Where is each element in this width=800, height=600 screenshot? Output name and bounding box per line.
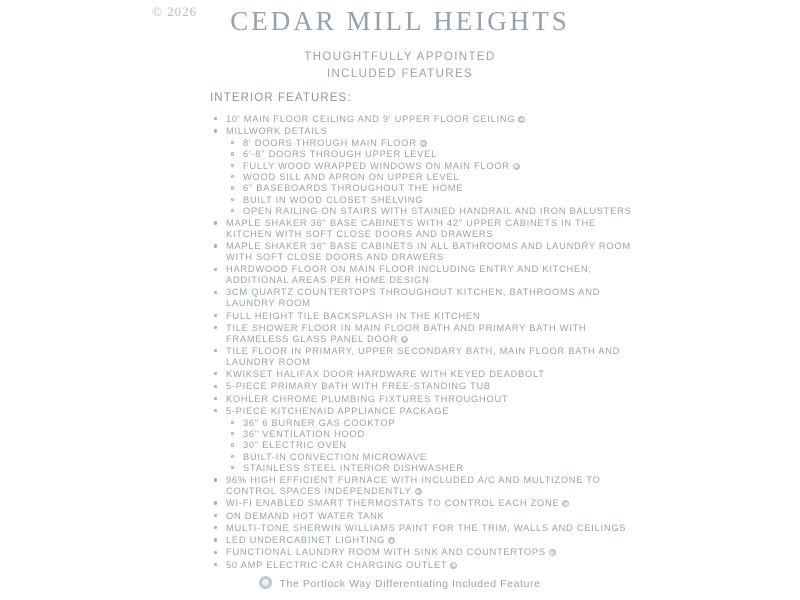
circle-bullet-icon [231,443,234,446]
feature-subitem [226,418,640,429]
feature-subitem-label: 6" BASEBOARDS THROUGHOUT THE HOME [243,183,464,194]
bullet-icon [214,349,217,352]
bullet-icon [214,538,217,541]
feature-item [210,381,640,392]
feature-label: MAPLE SHAKER 36" BASE CABINETS WITH 42" UPPER CABINETS IN THE KITCHEN WITH SOFT CLOSE DOORS AND DRAWERS [226,218,596,239]
bullet-icon [214,514,217,517]
feature-label: WI-FI ENABLED SMART THERMOSTATS TO CONTROL EACH ZONE [226,498,560,509]
feature-item [210,264,640,286]
circle-bullet-icon [231,175,234,178]
feature-label: FUNCTIONAL LAUNDRY ROOM WITH SINK AND COUNTERTOPS [226,547,546,558]
circle-bullet-icon [231,186,234,189]
feature-label: 50 AMP ELECTRIC CAR CHARGING OUTLET [226,559,448,570]
bullet-icon [214,526,217,529]
feature-subitem-label: BUILT-IN CONVECTION MICROWAVE [243,451,427,462]
feature-subitem-label: 6'-8" DOORS THROUGH UPPER LEVEL [243,149,437,160]
feature-subitem-label: OPEN RAILING ON STAIRS WITH STAINED HANDRAIL AND IRON BALUSTERS [243,205,632,216]
differentiating-feature-icon [562,500,569,507]
feature-item [210,311,640,322]
feature-label: MILLWORK DETAILS [226,126,328,137]
feature-label: TILE SHOWER FLOOR IN MAIN FLOOR BATH AND PRIMARY BATH WITH FRAMELESS GLASS PANEL DOOR [226,322,587,344]
bullet-icon [214,314,217,317]
feature-item [210,406,640,474]
feature-subitem [226,183,640,194]
feature-subitem [226,440,640,451]
differentiating-feature-icon [518,116,525,123]
feature-subitem [226,172,640,183]
bullet-icon [214,397,217,400]
bullet-icon [214,268,217,271]
feature-item [210,560,640,571]
bullet-icon [214,291,217,294]
feature-item [210,369,640,380]
features-list [210,114,640,571]
feature-label: 3CM QUARTZ COUNTERTOPS THROUGHOUT KITCHEN, BATHROOMS AND LAUNDRY ROOM [226,287,601,309]
feature-subitem-label: STAINLESS STEEL INTERIOR DISHWASHER [243,462,464,473]
bullet-icon [214,221,217,224]
differentiating-feature-icon [549,549,556,556]
bullet-icon [214,385,217,388]
bullet-icon [214,409,217,412]
feature-subitem [226,161,640,172]
feature-subitem [226,138,640,149]
circle-bullet-icon [231,421,234,424]
feature-subitem-label: WOOD SILL AND APRON ON UPPER LEVEL [243,171,460,182]
feature-label: MAPLE SHAKER 36" BASE CABINETS IN ALL BATHROOMS AND LAUNDRY ROOM WITH SOFT CLOSE DOORS AND DRAWERS [226,241,631,263]
feature-label: HARDWOOD FLOOR ON MAIN FLOOR INCLUDING ENTRY AND KITCHEN, ADDITIONAL AREAS PER HOME DESIGN [226,264,592,286]
feature-label: KWIKSET HALIFAX DOOR HARDWARE WITH KEYED DEADBOLT [226,369,545,380]
feature-subitem [226,206,640,217]
footer-legend-label: The Portlock Way Differentiating Included Feature [279,578,541,590]
feature-subitem-label: FULLY WOOD WRAPPED WINDOWS ON MAIN FLOOR [243,160,510,171]
differentiating-feature-icon [513,163,520,170]
feature-item [210,126,640,216]
bullet-icon [214,563,217,566]
bullet-icon [214,117,217,120]
feature-item [210,346,640,368]
feature-subitem-label: 8' DOORS THROUGH MAIN FLOOR [243,138,417,149]
feature-subitem [226,429,640,440]
feature-label: 10' MAIN FLOOR CEILING AND 9' UPPER FLOOR CEILING [226,114,516,124]
feature-label: MULTI-TONE SHERWIN WILLIAMS PAINT FOR THE TRIM, WALLS AND CEILINGS [226,522,627,533]
feature-label: LED UNDERCABINET LIGHTING [226,535,386,546]
feature-sublist [226,418,640,474]
circle-bullet-icon [231,209,234,212]
feature-label: 5-PIECE PRIMARY BATH WITH FREE-STANDING TUB [226,381,491,392]
bullet-icon [214,326,217,329]
circle-bullet-icon [231,152,234,155]
circle-bullet-icon [231,455,234,458]
bullet-icon [214,551,217,554]
circle-bullet-icon [231,198,234,201]
feature-item [210,547,640,558]
feature-item [210,498,640,509]
circle-bullet-icon [231,432,234,435]
feature-label: 5-PIECE KITCHENAID APPLIANCE PACKAGE [226,405,450,416]
feature-item [210,323,640,345]
footer-legend [0,576,800,590]
feature-subitem [226,149,640,160]
page-title: CEDAR MILL HEIGHTS [230,6,570,36]
feature-subitem [226,463,640,474]
differentiating-feature-icon [388,537,395,544]
feature-label: FULL HEIGHT TILE BACKSPLASH IN THE KITCHEN [226,310,481,321]
feature-subitem [226,195,640,206]
bullet-icon [214,372,217,375]
feature-label: TILE FLOOR IN PRIMARY, UPPER SECONDARY BATH, MAIN FLOOR BATH AND LAUNDRY ROOM [226,345,621,367]
feature-item [210,523,640,534]
circle-bullet-icon [231,141,234,144]
differentiating-feature-icon [401,336,408,343]
bullet-icon [214,129,217,132]
feature-item [210,511,640,522]
feature-label: ON DEMAND HOT WATER TANK [226,510,385,521]
circle-bullet-icon [231,466,234,469]
feature-item [210,535,640,546]
differentiating-feature-icon [420,140,427,147]
feature-sublist [226,138,640,217]
feature-item [210,241,640,263]
feature-subitem-label: 36" 6 BURNER GAS COOKTOP [243,417,396,428]
feature-item [210,287,640,309]
feature-item [210,394,640,405]
feature-item [210,114,640,125]
feature-subitem-label: 36" VENTILATION HOOD [243,429,365,440]
subtitle-line-1: THOUGHTFULLY APPOINTED [304,51,496,63]
bullet-icon [214,501,217,504]
feature-item [210,218,640,240]
feature-item [210,475,640,497]
feature-label: 96% HIGH EFFICIENT FURNACE WITH INCLUDED A/C AND MULTIZONE TO CONTROL SPACES INDEPENDENTLY [226,475,601,496]
differentiating-feature-icon [450,562,457,569]
feature-subitem [226,452,640,463]
section-heading: INTERIOR FEATURES: [210,92,352,104]
bullet-icon [214,478,217,481]
differentiating-feature-icon [415,488,422,495]
copyright-notice: © 2026 [152,4,198,19]
features-content [210,92,640,572]
feature-subitem-label: BUILT IN WOOD CLOSET SHELVING [243,194,424,205]
feature-label: KOHLER CHROME PLUMBING FIXTURES THROUGHOUT [226,393,509,404]
differentiating-feature-icon [259,576,272,589]
feature-subitem-label: 30" ELECTRIC OVEN [243,440,347,451]
subtitle-line-2: INCLUDED FEATURES [326,68,474,80]
bullet-icon [214,244,217,247]
circle-bullet-icon [231,164,234,167]
